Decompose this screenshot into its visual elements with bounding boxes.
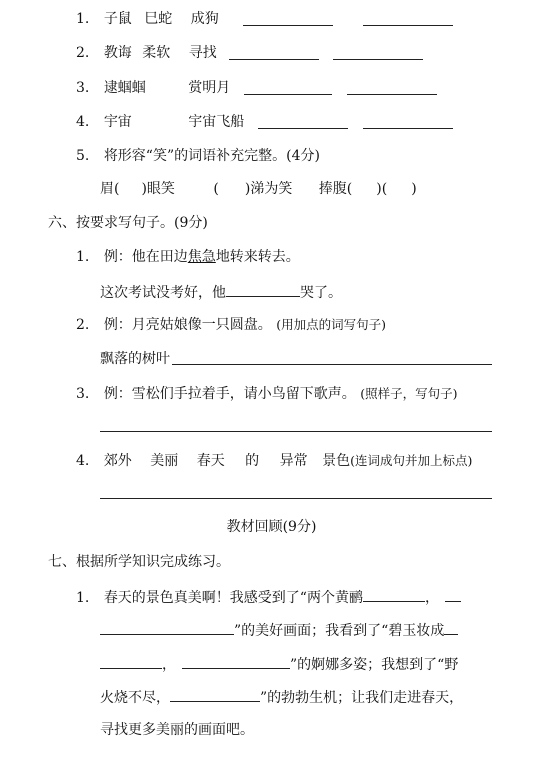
q1-line (76, 9, 219, 29)
q5-phrase-1-end: )眼笑 (141, 181, 175, 197)
q5-phrase-2-end: )涕为笑 (244, 181, 293, 197)
q4-word-2: 宇宙飞船 (188, 114, 245, 130)
s7-line-1-text: 春天的景色真美啊！我感受到了“两个黄鹂 (103, 590, 363, 606)
q5-fill-row (100, 179, 417, 199)
q1-word-2: 巳蛇 (144, 11, 173, 27)
q3-line (76, 78, 230, 98)
q5-prompt: 将形容“笑”的词语补充完整。(4分) (103, 148, 320, 164)
q2-line (76, 43, 217, 63)
q5-number: 5. (76, 148, 90, 164)
s6-item-2-answer-prefix: 飘落的树叶 (100, 351, 170, 367)
s6-item-1-example (76, 247, 300, 267)
q3-answer-blank-1[interactable] (244, 80, 332, 95)
s7-line-4-text-a: 火烧不尽， (100, 690, 170, 706)
s6-item-3-note: (照样子，写句子) (360, 386, 458, 401)
q1-answer-blank-2[interactable] (363, 11, 453, 26)
q5-phrase-2-start: ( (213, 181, 219, 197)
s6-item-1-answer-line (100, 282, 342, 302)
q2-word-1: 教诲 (103, 45, 132, 61)
s6-item-3-answer-rule[interactable] (100, 431, 492, 432)
s6-item-4-word-5: 异常 (279, 453, 308, 469)
s6-item-4-note: (连词成句并加上标点) (350, 453, 473, 468)
q2-answer-blank-2[interactable] (333, 45, 423, 60)
s6-item-2-number: 2. (76, 317, 90, 333)
s7-line-1 (76, 587, 461, 607)
s7-item-number: 1. (76, 590, 90, 606)
s6-item-3-text: 例：雪松们手拉着手，请小鸟留下歌声。 (103, 386, 356, 402)
q2-answer-blank-1[interactable] (229, 45, 319, 60)
s6-item-1-answer-prefix: 这次考试没考好，他 (100, 285, 226, 301)
q5-phrase-1-start: 眉( (100, 181, 120, 197)
s7-blank-3-start[interactable] (444, 620, 458, 635)
s6-item-4-number: 4. (76, 453, 90, 469)
q4-number: 4. (76, 114, 90, 130)
s7-line-3 (100, 654, 458, 674)
q2-number: 2. (76, 45, 90, 61)
q4-answer-blank-1[interactable] (258, 114, 348, 129)
s6-item-1-text-post: 地转来转去。 (215, 249, 300, 265)
s6-item-4-word-4: 的 (245, 453, 260, 469)
q1-number: 1. (76, 11, 90, 27)
q4-word-1: 宇宙 (103, 114, 132, 130)
s6-item-1-answer-blank[interactable] (226, 282, 300, 297)
s7-line-4-text-b: ”的勃勃生机；让我们走进春天， (260, 690, 464, 706)
section-7-heading: 七、根据所学知识完成练习。 (48, 554, 230, 570)
s7-line-2 (100, 620, 458, 640)
q3-word-2: 赏明月 (188, 80, 231, 96)
s7-blank-1[interactable] (363, 587, 425, 602)
q2-word-3: 寻找 (188, 45, 217, 61)
s7-line-3-text: ”的婀娜多姿；我想到了“野 (290, 657, 459, 673)
section-6-heading: 六、按要求写句子。(9分) (48, 215, 208, 231)
s6-item-2-text: 例：月亮姑娘像一只圆盘。 (103, 317, 272, 333)
s6-item-2-example (76, 315, 386, 335)
s7-blank-3-end[interactable] (100, 654, 162, 669)
s6-item-4-answer-rule[interactable] (100, 498, 492, 499)
q3-answer-blank-2[interactable] (347, 80, 437, 95)
s6-item-1-text-pre: 例：他在田边 (103, 249, 188, 265)
s6-item-4-words (76, 451, 472, 471)
s7-line-4 (100, 687, 463, 707)
q5-phrase-3-start: 捧腹( (318, 181, 353, 197)
s6-item-2-answer-rule[interactable] (172, 364, 492, 365)
s6-item-2-note: (用加点的词写句子) (276, 317, 387, 332)
q5-phrase-3-mid: )( (376, 181, 388, 197)
s7-blank-5[interactable] (170, 687, 260, 702)
s7-line-1-comma: ， (424, 590, 439, 606)
s6-item-1-underlined-word: 焦急 (187, 249, 216, 265)
s6-item-3-number: 3. (76, 386, 90, 402)
s7-line-5: 寻找更多美丽的画面吧。 (100, 722, 254, 738)
s6-item-4-word-2: 美丽 (150, 453, 179, 469)
q4-line (76, 112, 244, 132)
q1-word-3: 成狗 (190, 11, 219, 27)
s7-blank-4[interactable] (182, 654, 290, 669)
q2-word-2: 柔软 (142, 45, 171, 61)
q3-number: 3. (76, 80, 90, 96)
s7-blank-2-start[interactable] (445, 587, 461, 602)
s6-item-1-answer-suffix: 哭了。 (300, 285, 342, 301)
q1-answer-blank-1[interactable] (243, 11, 333, 26)
q5-phrase-3-end: ) (411, 181, 417, 197)
q5-line (76, 146, 320, 166)
s6-item-1-number: 1. (76, 249, 90, 265)
s6-item-4-word-6: 景色 (322, 453, 351, 469)
s7-blank-2-end[interactable] (100, 620, 234, 635)
s6-item-4-word-3: 春天 (196, 453, 225, 469)
review-heading: 教材回顾(9分) (226, 519, 317, 535)
q3-word-1: 逮蝈蝈 (103, 80, 146, 96)
q1-word-1: 子鼠 (103, 11, 132, 27)
s6-item-2-answer-line (100, 349, 170, 369)
s7-line-2-text: ”的美好画面；我看到了“碧玉妆成 (234, 623, 445, 639)
s7-line-3-comma: ， (162, 657, 176, 673)
s6-item-3-example (76, 384, 458, 404)
q4-answer-blank-2[interactable] (363, 114, 453, 129)
s6-item-4-word-1: 郊外 (103, 453, 132, 469)
